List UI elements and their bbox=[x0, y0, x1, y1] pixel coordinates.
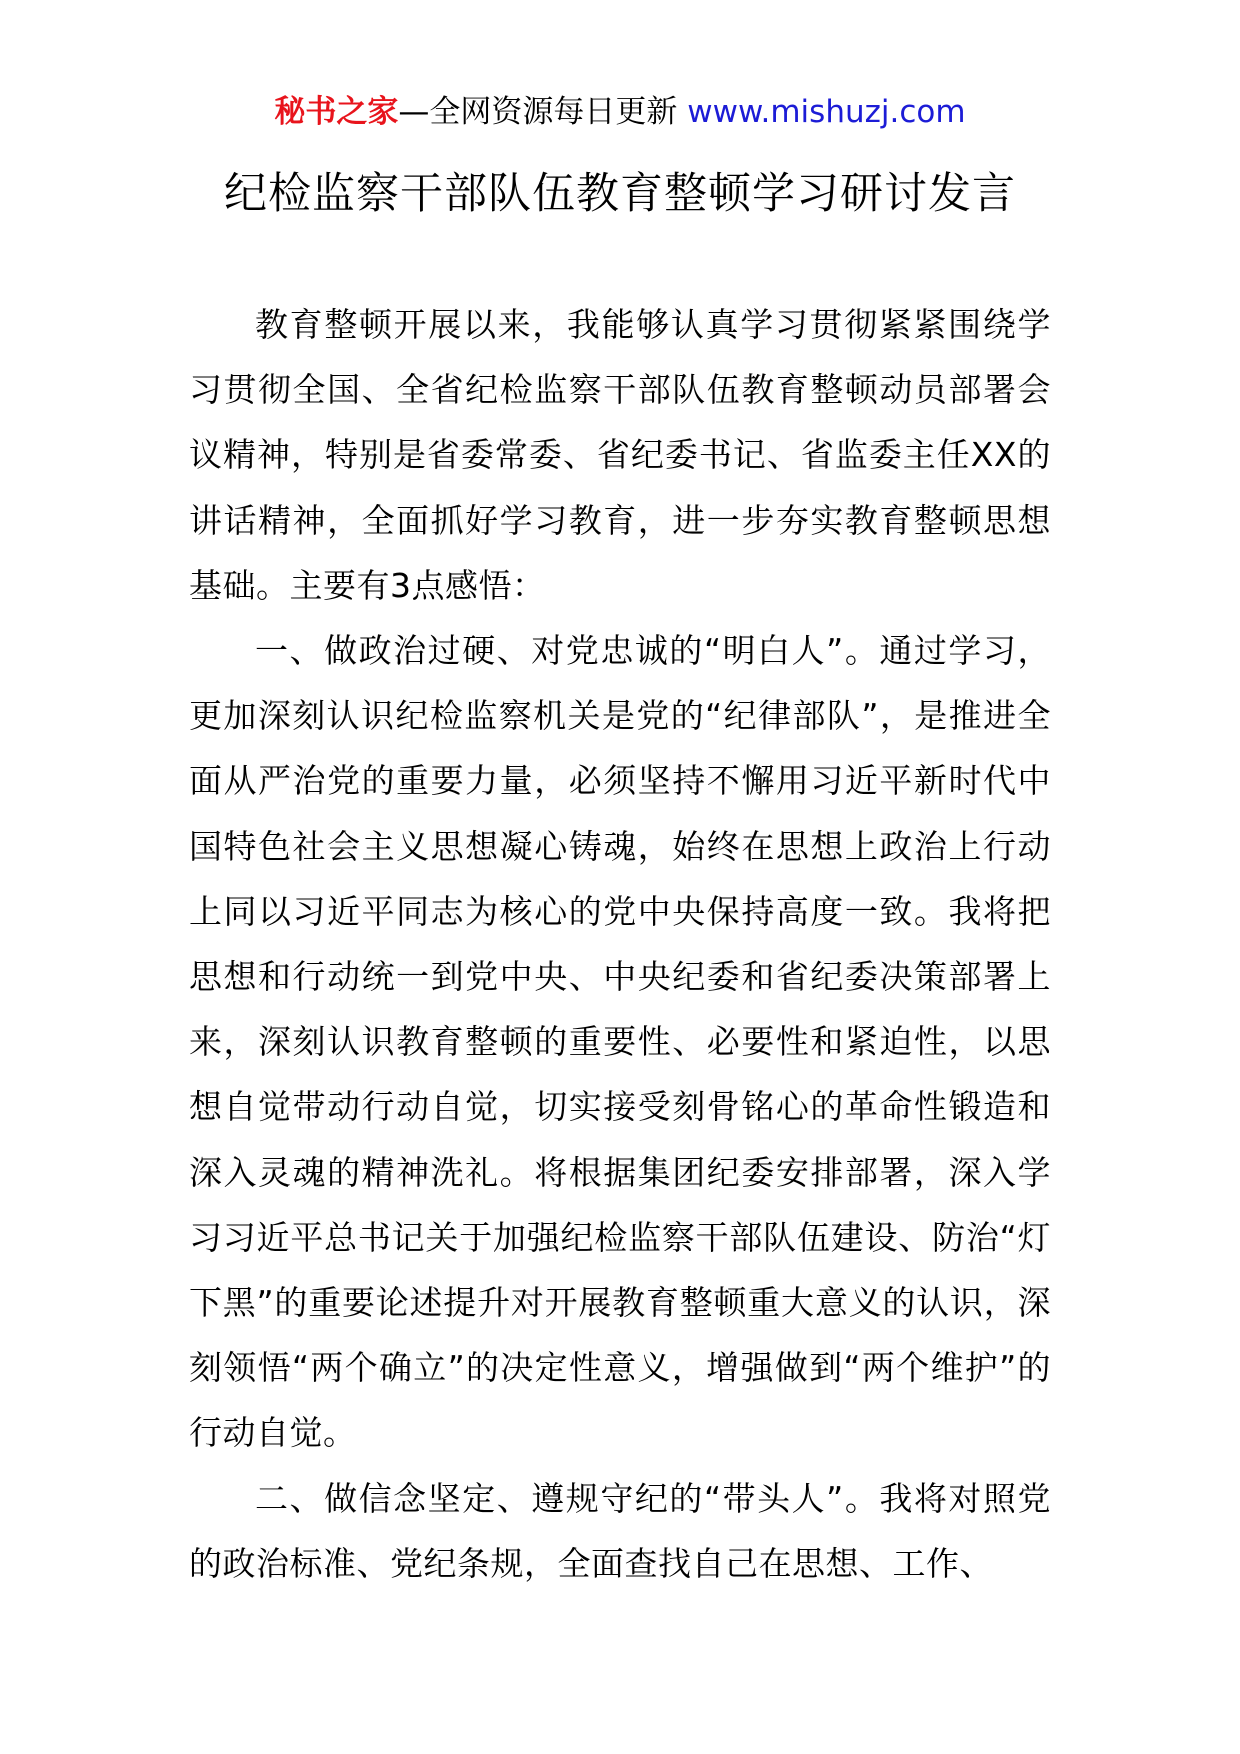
site-header bbox=[0, 92, 1240, 132]
paragraph-point-one: 一、做政治过硬、对党忠诚的“明白人”。通过学习，更加深刻认识纪检监察机关是党的“纪律部队”，是推进全面从严治党的重要力量，必须坚持不懈用习近平新时代中国特色社会主义思想凝心铸魂，始终在思想上政治上行动上同以习近平同志为核心的党中央保持高度一致。我将把思想和行动统一到党中央、中央纪委和省纪委决策部署上来，深刻认识教育整顿的重要性、必要性和紧迫性，以思想自觉带动行动自觉，切实接受刻骨铭心的革命性锻造和深入灵魂的精神洗礼。将根据集团纪委安排部署，深入学习习近平总书记关于加强纪检监察干部队伍建设、防治“灯下黑”的重要论述提升对开展教育整顿重大意义的认识，深刻领悟“两个确立”的决定性意义，增强做到“两个维护”的行动自觉。 bbox=[189, 631, 1051, 1453]
paragraph-point-two: 二、做信念坚定、遵规守纪的“带头人”。我将对照党的政治标准、党纪条规，全面查找自己在思想、工作、 bbox=[189, 1478, 1051, 1583]
document-title: 纪检监察干部队伍教育整顿学习研讨发言 bbox=[224, 169, 1016, 219]
site-brand: 秘书之家 bbox=[274, 94, 399, 130]
paragraph-intro: 教育整顿开展以来，我能够认真学习贯彻紧紧围绕学习贯彻全国、全省纪检监察干部队伍教育整顿动员部署会议精神，特别是省委常委、省纪委书记、省监委主任XX的讲话精神，全面抓好学习教育，进一步夯实教育整顿思想基础。主要有3点感悟： bbox=[189, 305, 1051, 605]
site-url-link[interactable]: www.mishuzj.com bbox=[687, 94, 966, 130]
site-tagline: —全网资源每日更新 bbox=[398, 94, 678, 130]
document-body bbox=[189, 292, 1051, 1596]
